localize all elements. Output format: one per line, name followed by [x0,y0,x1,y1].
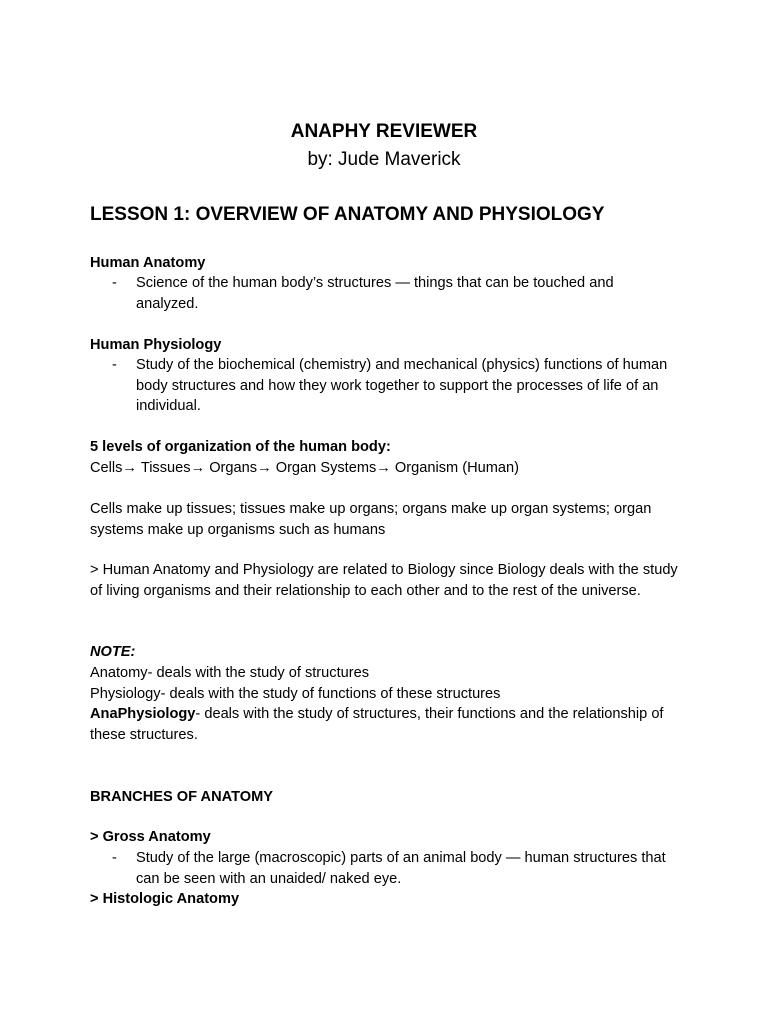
gross-anatomy-definition: Study of the large (macroscopic) parts of an animal body — human structures that can be seen with an unaided/ naked eye. [136,850,666,887]
note-anaphysiology [90,704,680,745]
document-author: by: Jude Maverick [307,149,461,170]
cells-paragraph: Cells make up tissues; tissues make up organs; organs make up organ systems; organ systems make up organisms such as humans [90,501,652,538]
relation-paragraph: > Human Anatomy and Physiology are related to Biology since Biology deals with the study of living organisms and their relationship to each other and to the rest of the universe. [90,562,678,599]
bullet-dash: - [112,275,117,291]
bullet-dash: - [112,357,117,373]
document-title: ANAPHY REVIEWER [290,121,478,142]
branches-heading: BRANCHES OF ANATOMY [90,789,273,805]
levels-heading: 5 levels of organization of the human body: [90,439,391,455]
note-heading: NOTE: [90,644,136,660]
note-physiology: Physiology- deals with the study of functions of these structures [90,686,501,702]
lesson-title: LESSON 1: OVERVIEW OF ANATOMY AND PHYSIOLOGY [90,204,605,225]
human-physiology-definition: Study of the biochemical (chemistry) and mechanical (physics) functions of human body structures and how they work together to support the processes of life of an individual. [136,357,668,414]
human-anatomy-bullet [112,273,672,314]
anaphysiology-definition: - deals with the study of structures, their functions and the relationship of these structures. [90,706,664,743]
human-physiology-bullet [112,355,672,417]
gross-anatomy-heading: > Gross Anatomy [90,829,211,845]
human-physiology-heading: Human Physiology [90,337,222,353]
anaphysiology-term: AnaPhysiology [90,706,196,722]
gross-anatomy-bullet [112,848,672,889]
histologic-anatomy-heading: > Histologic Anatomy [90,891,240,907]
human-anatomy-definition: Science of the human body’s structures — things that can be touched and analyzed. [136,275,614,312]
levels-sequence: Cells→ Tissues→ Organs→ Organ Systems→ Organism (Human) [90,460,520,476]
bullet-dash: - [112,850,117,866]
human-anatomy-heading: Human Anatomy [90,255,206,271]
note-anatomy: Anatomy- deals with the study of structures [90,665,370,681]
